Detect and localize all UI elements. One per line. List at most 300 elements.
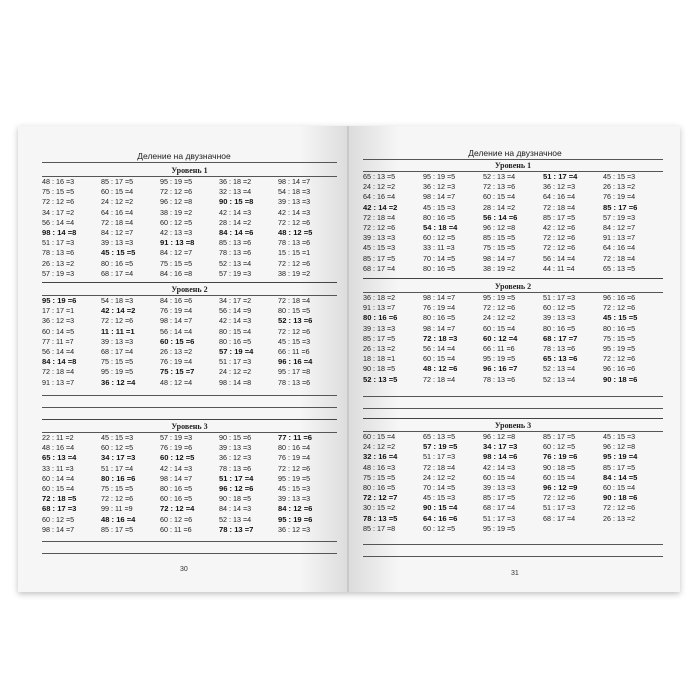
division-exercise: 60 : 12 =5 [101, 443, 134, 453]
division-exercise: 51 : 17 =3 [543, 293, 576, 302]
division-exercise: 48 : 16 =3 [42, 177, 75, 186]
division-exercise: 77 : 11 =6 [278, 433, 312, 442]
division-exercise: 57 : 19 =5 [423, 442, 458, 452]
division-exercise: 68 : 17 =4 [363, 263, 396, 273]
division-exercise: 45 : 15 =3 [423, 202, 456, 212]
division-exercise: 95 : 19 =5 [603, 343, 636, 353]
division-exercise: 85 : 17 =5 [543, 212, 576, 222]
division-exercise: 72 : 18 =4 [543, 202, 576, 212]
division-exercise: 60 : 12 =4 [483, 333, 518, 343]
division-exercise: 78 : 13 =6 [219, 248, 252, 258]
division-exercise: 85 : 13 =6 [219, 238, 252, 248]
division-exercise: 65 : 13 =5 [423, 432, 456, 441]
division-exercise: 72 : 12 =6 [603, 503, 636, 513]
division-exercise: 48 : 16 =4 [42, 443, 75, 453]
division-exercise: 56 : 14 =4 [543, 253, 576, 263]
division-exercise: 72 : 12 =6 [278, 217, 311, 227]
division-exercise: 80 : 16 =6 [363, 313, 398, 323]
division-exercise: 15 : 15 =1 [278, 248, 311, 258]
right-page [349, 126, 680, 592]
division-exercise: 98 : 14 =7 [423, 293, 456, 302]
division-exercise: 72 : 18 =4 [603, 253, 636, 263]
division-exercise: 64 : 16 =4 [603, 243, 636, 253]
level-heading: Уровень 2 [42, 284, 337, 296]
division-exercise: 36 : 12 =3 [42, 316, 75, 326]
level-heading: Уровень 2 [363, 281, 663, 293]
division-exercise: 91 : 13 =7 [603, 233, 636, 243]
division-exercise: 75 : 15 =7 [160, 367, 195, 377]
division-exercise: 39 : 13 =3 [219, 443, 252, 453]
division-exercise: 98 : 14 =8 [219, 377, 252, 387]
division-exercise: 66 : 11 =6 [278, 346, 310, 356]
division-exercise: 42 : 14 =3 [219, 207, 252, 217]
division-exercise: 45 : 15 =3 [603, 172, 636, 181]
division-exercise: 45 : 15 =3 [278, 483, 311, 493]
division-exercise: 96 : 12 =8 [160, 197, 193, 207]
division-exercise: 75 : 15 =5 [160, 258, 193, 268]
division-exercise: 85 : 17 =5 [101, 177, 134, 186]
division-exercise: 85 : 17 =6 [603, 202, 638, 212]
division-exercise: 60 : 15 =4 [483, 192, 516, 202]
division-exercise: 78 : 13 =6 [278, 377, 311, 387]
division-exercise: 45 : 15 =5 [603, 313, 638, 323]
division-exercise: 60 : 15 =4 [603, 482, 636, 492]
division-exercise: 98 : 14 =8 [42, 227, 77, 237]
division-exercise: 72 : 12 =6 [42, 197, 75, 207]
division-exercise: 24 : 12 =2 [423, 472, 456, 482]
division-exercise: 65 : 13 =6 [543, 354, 578, 364]
division-exercise: 34 : 17 =3 [101, 453, 136, 463]
division-exercise: 26 : 13 =2 [160, 346, 193, 356]
division-exercise: 52 : 13 =4 [219, 514, 252, 524]
division-exercise: 44 : 11 =4 [543, 263, 575, 273]
division-exercise: 72 : 18 =3 [423, 333, 458, 343]
division-exercise: 60 : 12 =5 [42, 514, 75, 524]
answer-line [42, 553, 337, 554]
exercise-grid [42, 433, 337, 535]
division-exercise: 26 : 13 =2 [603, 513, 636, 523]
division-exercise: 36 : 12 =3 [543, 182, 576, 192]
division-exercise: 30 : 15 =2 [363, 503, 396, 513]
division-exercise: 18 : 18 =1 [363, 354, 396, 364]
division-exercise: 84 : 12 =7 [160, 248, 193, 258]
division-exercise: 60 : 14 =5 [42, 326, 75, 336]
division-exercise: 68 : 17 =4 [101, 346, 134, 356]
division-exercise: 36 : 12 =4 [101, 377, 136, 387]
division-exercise: 68 : 17 =4 [483, 503, 516, 513]
division-exercise: 52 : 13 =5 [363, 374, 398, 384]
division-exercise: 95 : 19 =5 [160, 177, 193, 186]
division-exercise: 11 : 11 =1 [101, 326, 135, 336]
division-exercise: 65 : 13 =5 [603, 263, 636, 273]
division-exercise: 72 : 12 =6 [603, 354, 636, 364]
division-exercise: 60 : 15 =4 [483, 323, 516, 333]
division-exercise [603, 524, 663, 534]
division-exercise: 98 : 14 =7 [160, 473, 193, 483]
division-exercise: 84 : 14 =5 [603, 472, 638, 482]
division-exercise: 95 : 19 =5 [483, 293, 516, 302]
division-exercise: 78 : 13 =6 [42, 248, 75, 258]
division-exercise: 45 : 15 =3 [363, 243, 396, 253]
division-exercise: 72 : 12 =4 [160, 504, 195, 514]
division-exercise: 42 : 14 =3 [483, 462, 516, 472]
level-1-section [363, 160, 663, 274]
division-exercise: 90 : 18 =5 [219, 494, 252, 504]
division-exercise: 84 : 14 =8 [42, 357, 77, 367]
division-exercise: 68 : 17 =4 [101, 268, 134, 278]
answer-line [363, 396, 663, 397]
division-exercise: 51 : 17 =3 [483, 513, 516, 523]
division-exercise: 95 : 19 =5 [483, 523, 516, 533]
exercise-grid [363, 432, 663, 534]
division-exercise: 68 : 17 =3 [42, 504, 77, 514]
division-exercise: 24 : 12 =2 [101, 197, 134, 207]
division-exercise: 72 : 12 =6 [543, 233, 576, 243]
section-divider [42, 282, 337, 283]
division-exercise: 85 : 17 =5 [101, 524, 134, 534]
division-exercise: 65 : 13 =5 [363, 172, 396, 181]
division-exercise: 32 : 16 =4 [363, 452, 398, 462]
left-page [18, 126, 349, 592]
division-exercise: 80 : 16 =5 [423, 313, 456, 323]
division-exercise: 52 : 13 =4 [543, 374, 576, 384]
division-exercise: 36 : 18 =2 [219, 177, 252, 186]
division-exercise: 72 : 13 =6 [483, 182, 516, 192]
division-exercise: 51 : 17 =4 [219, 473, 254, 483]
division-exercise: 48 : 12 =6 [423, 364, 458, 374]
title-rule [42, 162, 337, 163]
division-exercise: 77 : 11 =7 [42, 336, 74, 346]
division-exercise: 64 : 16 =4 [543, 192, 576, 202]
division-exercise: 95 : 19 =4 [603, 452, 638, 462]
division-exercise: 24 : 12 =2 [363, 442, 396, 452]
division-exercise: 85 : 17 =5 [363, 253, 396, 263]
division-exercise: 90 : 18 =5 [363, 364, 396, 374]
division-exercise: 72 : 12 =6 [160, 187, 193, 197]
division-exercise: 42 : 14 =3 [278, 207, 311, 217]
division-exercise: 72 : 18 =5 [42, 494, 77, 504]
division-exercise: 95 : 19 =6 [278, 514, 313, 524]
division-exercise: 90 : 15 =8 [219, 197, 254, 207]
division-exercise [543, 524, 603, 534]
division-exercise: 56 : 14 =4 [42, 346, 75, 356]
division-exercise: 42 : 12 =6 [543, 222, 576, 232]
division-exercise: 98 : 14 =6 [483, 452, 518, 462]
division-exercise: 68 : 17 =7 [543, 333, 578, 343]
division-exercise: 60 : 16 =5 [160, 494, 193, 504]
division-exercise: 80 : 16 =6 [101, 473, 136, 483]
division-exercise: 39 : 13 =3 [101, 336, 134, 346]
section-divider [42, 419, 337, 420]
division-exercise: 42 : 14 =2 [363, 202, 398, 212]
division-exercise: 39 : 13 =3 [363, 233, 396, 243]
division-exercise: 26 : 13 =2 [363, 343, 396, 353]
level-3-section [42, 421, 337, 535]
division-exercise: 76 : 19 =4 [423, 303, 456, 313]
level-3-section [363, 420, 663, 534]
division-exercise: 60 : 15 =4 [363, 432, 396, 441]
division-exercise: 72 : 18 =4 [42, 367, 75, 377]
division-exercise: 57 : 19 =4 [219, 346, 254, 356]
division-exercise: 24 : 12 =2 [363, 182, 396, 192]
exercise-grid [363, 172, 663, 274]
division-exercise: 96 : 12 =9 [543, 482, 578, 492]
division-exercise: 96 : 16 =4 [278, 357, 313, 367]
division-exercise: 80 : 16 =5 [101, 258, 134, 268]
level-2-section [363, 281, 663, 385]
division-exercise: 66 : 11 =6 [483, 343, 515, 353]
division-exercise: 72 : 12 =6 [101, 494, 134, 504]
division-exercise: 33 : 11 =3 [423, 243, 455, 253]
division-exercise: 68 : 17 =4 [543, 513, 576, 523]
division-exercise: 36 : 12 =3 [219, 453, 252, 463]
division-exercise: 42 : 14 =3 [219, 316, 252, 326]
division-exercise: 24 : 12 =2 [483, 313, 516, 323]
division-exercise: 80 : 16 =5 [423, 263, 456, 273]
division-exercise: 60 : 15 =4 [543, 472, 576, 482]
division-exercise: 65 : 13 =4 [42, 453, 77, 463]
level-2-section [42, 284, 337, 388]
division-exercise: 60 : 11 =6 [160, 524, 192, 534]
division-exercise: 38 : 19 =2 [278, 268, 311, 278]
division-exercise: 72 : 12 =6 [603, 303, 636, 313]
division-exercise: 51 : 17 =3 [543, 503, 576, 513]
division-exercise: 51 : 17 =3 [42, 238, 75, 248]
division-exercise: 39 : 13 =3 [278, 197, 311, 207]
division-exercise: 57 : 19 =3 [603, 212, 636, 222]
answer-line [363, 544, 663, 545]
division-exercise: 90 : 18 =6 [603, 493, 638, 503]
division-exercise: 60 : 14 =4 [42, 473, 75, 483]
division-exercise: 57 : 19 =3 [219, 268, 252, 278]
division-exercise: 98 : 14 =7 [42, 524, 75, 534]
division-exercise: 78 : 13 =6 [543, 343, 576, 353]
division-exercise: 72 : 18 =4 [363, 212, 396, 222]
division-exercise: 54 : 18 =3 [101, 296, 134, 305]
division-exercise: 60 : 15 =4 [42, 483, 75, 493]
division-exercise: 51 : 17 =3 [423, 452, 456, 462]
level-heading: Уровень 1 [363, 160, 663, 172]
division-exercise: 80 : 16 =5 [543, 323, 576, 333]
division-exercise: 91 : 13 =7 [42, 377, 75, 387]
division-exercise: 78 : 13 =6 [483, 374, 516, 384]
division-exercise: 72 : 18 =4 [423, 462, 456, 472]
level-heading: Уровень 3 [42, 421, 337, 433]
division-exercise: 60 : 15 =4 [483, 472, 516, 482]
answer-line [42, 395, 337, 396]
section-divider [363, 418, 663, 419]
division-exercise: 84 : 16 =6 [160, 296, 193, 305]
division-exercise: 75 : 15 =5 [483, 243, 516, 253]
division-exercise: 78 : 13 =5 [363, 513, 398, 523]
page-title: Деление на двузначное [137, 151, 231, 161]
division-exercise: 52 : 13 =4 [543, 364, 576, 374]
division-exercise: 95 : 19 =5 [423, 172, 456, 181]
division-exercise: 38 : 19 =2 [483, 263, 516, 273]
division-exercise: 72 : 12 =6 [278, 326, 311, 336]
division-exercise: 80 : 16 =5 [603, 323, 636, 333]
division-exercise: 72 : 12 =6 [363, 222, 396, 232]
division-exercise: 80 : 15 =5 [278, 306, 311, 316]
division-exercise: 32 : 13 =4 [219, 187, 252, 197]
division-exercise: 39 : 13 =3 [101, 238, 134, 248]
page-number: 31 [511, 570, 519, 577]
section-divider [363, 278, 663, 279]
division-exercise: 42 : 14 =2 [101, 306, 136, 316]
division-exercise: 91 : 13 =8 [160, 238, 195, 248]
division-exercise: 99 : 11 =9 [101, 504, 133, 514]
division-exercise: 84 : 12 =7 [603, 222, 636, 232]
division-exercise: 98 : 14 =7 [423, 323, 456, 333]
division-exercise: 95 : 19 =5 [101, 367, 134, 377]
division-exercise: 90 : 15 =6 [219, 433, 252, 442]
division-exercise: 85 : 15 =5 [483, 233, 516, 243]
division-exercise: 24 : 12 =2 [219, 367, 252, 377]
division-exercise: 95 : 19 =6 [42, 296, 77, 305]
division-exercise: 95 : 17 =8 [278, 367, 311, 377]
division-exercise: 51 : 17 =4 [101, 463, 134, 473]
division-exercise: 33 : 11 =3 [42, 463, 74, 473]
division-exercise: 75 : 15 =5 [101, 483, 134, 493]
division-exercise: 34 : 17 =2 [219, 296, 252, 305]
exercise-grid [42, 177, 337, 279]
division-exercise: 78 : 13 =6 [278, 238, 311, 248]
page-number: 30 [180, 566, 188, 573]
division-exercise: 52 : 13 =6 [278, 316, 313, 326]
division-exercise: 42 : 13 =3 [160, 227, 193, 237]
division-exercise: 98 : 14 =7 [483, 253, 516, 263]
division-exercise: 96 : 12 =6 [219, 483, 254, 493]
answer-line [363, 556, 663, 557]
division-exercise: 84 : 14 =6 [219, 227, 254, 237]
division-exercise: 34 : 17 =2 [42, 207, 75, 217]
division-exercise: 48 : 12 =5 [278, 227, 313, 237]
division-exercise: 72 : 12 =6 [483, 303, 516, 313]
division-exercise: 72 : 12 =6 [543, 243, 576, 253]
division-exercise: 17 : 17 =1 [42, 306, 75, 316]
division-exercise: 96 : 16 =6 [603, 293, 636, 302]
division-exercise: 57 : 19 =3 [42, 268, 75, 278]
division-exercise: 60 : 12 =5 [160, 453, 195, 463]
division-exercise: 60 : 12 =5 [423, 233, 456, 243]
division-exercise: 48 : 16 =4 [101, 514, 136, 524]
division-exercise: 85 : 17 =5 [483, 493, 516, 503]
division-exercise: 39 : 13 =3 [363, 323, 396, 333]
exercise-grid [363, 293, 663, 385]
division-exercise: 64 : 16 =4 [101, 207, 134, 217]
division-exercise: 36 : 18 =2 [363, 293, 396, 302]
division-exercise: 72 : 12 =6 [278, 463, 311, 473]
division-exercise: 85 : 17 =5 [603, 462, 636, 472]
workbook-spread [18, 126, 680, 592]
division-exercise: 36 : 12 =3 [278, 524, 311, 534]
division-exercise: 42 : 14 =3 [160, 463, 193, 473]
division-exercise: 70 : 14 =5 [423, 482, 456, 492]
division-exercise: 56 : 14 =4 [160, 326, 193, 336]
division-exercise: 45 : 15 =3 [101, 433, 134, 442]
division-exercise: 56 : 14 =4 [423, 343, 456, 353]
division-exercise: 95 : 19 =5 [483, 354, 516, 364]
division-exercise: 96 : 12 =8 [483, 432, 516, 441]
division-exercise: 72 : 12 =6 [278, 258, 311, 268]
division-exercise: 52 : 13 =4 [219, 258, 252, 268]
division-exercise: 80 : 16 =5 [363, 482, 396, 492]
division-exercise: 85 : 17 =5 [363, 333, 396, 343]
division-exercise: 22 : 11 =2 [42, 433, 74, 442]
division-exercise: 54 : 18 =3 [278, 187, 311, 197]
division-exercise: 84 : 12 =7 [101, 227, 134, 237]
division-exercise: 98 : 14 =7 [160, 316, 193, 326]
division-exercise: 80 : 16 =5 [160, 483, 193, 493]
division-exercise: 56 : 14 =9 [219, 306, 252, 316]
division-exercise: 64 : 16 =6 [423, 513, 458, 523]
division-exercise: 38 : 19 =2 [160, 207, 193, 217]
division-exercise: 91 : 13 =7 [363, 303, 396, 313]
division-exercise: 84 : 14 =3 [219, 504, 252, 514]
division-exercise: 76 : 19 =4 [278, 453, 311, 463]
division-exercise: 98 : 14 =7 [278, 177, 311, 186]
division-exercise: 85 : 17 =8 [363, 523, 396, 533]
division-exercise: 60 : 12 =5 [543, 442, 576, 452]
answer-line [42, 407, 337, 408]
division-exercise: 39 : 13 =3 [483, 482, 516, 492]
division-exercise: 72 : 18 =4 [101, 217, 134, 227]
division-exercise: 98 : 14 =7 [423, 192, 456, 202]
division-exercise: 39 : 13 =3 [278, 494, 311, 504]
division-exercise: 80 : 16 =5 [423, 212, 456, 222]
division-exercise: 34 : 17 =3 [483, 442, 518, 452]
division-exercise: 45 : 15 =3 [423, 493, 456, 503]
division-exercise: 96 : 16 =7 [483, 364, 518, 374]
division-exercise: 75 : 15 =5 [42, 187, 75, 197]
division-exercise: 80 : 16 =4 [278, 443, 311, 453]
division-exercise: 76 : 19 =4 [603, 192, 636, 202]
division-exercise: 45 : 15 =3 [603, 432, 636, 441]
division-exercise: 56 : 14 =4 [42, 217, 75, 227]
division-exercise: 76 : 19 =4 [160, 357, 193, 367]
division-exercise: 51 : 17 =3 [219, 357, 252, 367]
division-exercise: 26 : 13 =2 [42, 258, 75, 268]
division-exercise: 72 : 12 =7 [363, 493, 398, 503]
division-exercise: 78 : 13 =6 [219, 463, 252, 473]
division-exercise: 54 : 18 =4 [423, 222, 458, 232]
division-exercise: 64 : 16 =4 [363, 192, 396, 202]
division-exercise: 36 : 12 =3 [423, 182, 456, 192]
division-exercise: 85 : 17 =5 [543, 432, 576, 441]
division-exercise: 72 : 12 =6 [543, 493, 576, 503]
level-heading: Уровень 1 [42, 165, 337, 177]
answer-line [42, 541, 337, 542]
division-exercise: 96 : 12 =8 [603, 442, 636, 452]
division-exercise: 90 : 18 =5 [543, 462, 576, 472]
division-exercise: 76 : 19 =4 [160, 306, 193, 316]
division-exercise: 76 : 19 =6 [543, 452, 578, 462]
division-exercise: 84 : 16 =8 [160, 268, 193, 278]
answer-line [363, 408, 663, 409]
division-exercise: 75 : 15 =5 [363, 472, 396, 482]
division-exercise: 72 : 18 =4 [423, 374, 456, 384]
division-exercise: 70 : 14 =5 [423, 253, 456, 263]
division-exercise: 52 : 13 =4 [483, 172, 516, 181]
division-exercise: 60 : 12 =6 [160, 514, 193, 524]
division-exercise: 90 : 15 =4 [423, 503, 458, 513]
division-exercise: 28 : 14 =2 [483, 202, 516, 212]
division-exercise: 48 : 16 =3 [363, 462, 396, 472]
division-exercise: 75 : 15 =5 [101, 357, 134, 367]
division-exercise: 60 : 15 =4 [101, 187, 134, 197]
division-exercise: 80 : 16 =5 [219, 336, 252, 346]
division-exercise: 84 : 12 =6 [278, 504, 313, 514]
